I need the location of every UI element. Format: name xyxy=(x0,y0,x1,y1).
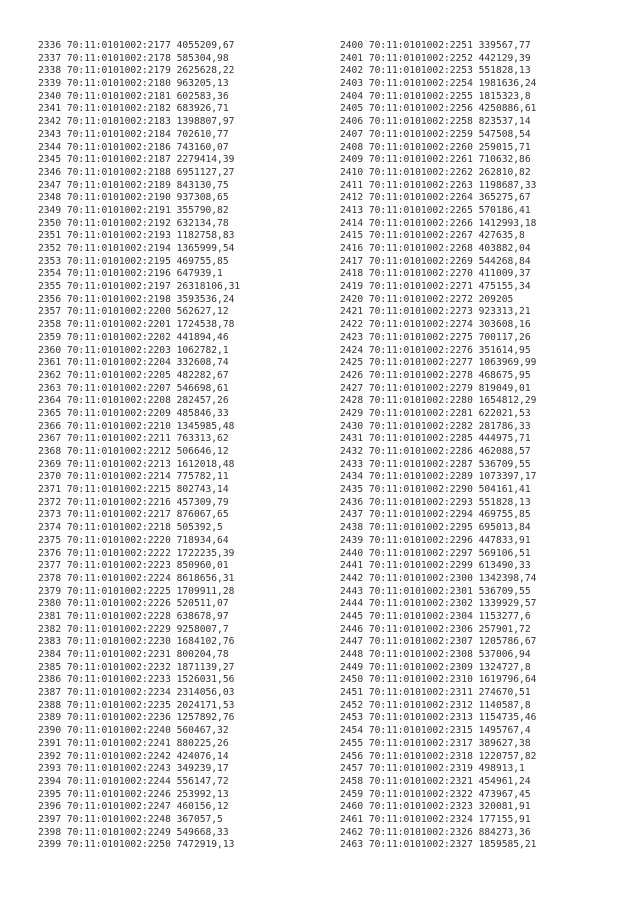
table-row: 2458 70:11:0101002:2321 454961,24 xyxy=(340,775,531,787)
table-row: 2442 70:11:0101002:2300 1342398,74 xyxy=(340,572,537,584)
table-row: 2421 70:11:0101002:2273 923313,21 xyxy=(340,306,531,318)
table-row: 2388 70:11:0101002:2235 2024171,53 xyxy=(38,699,235,711)
table-row: 2350 70:11:0101002:2192 632134,78 xyxy=(38,217,229,229)
table-row: 2448 70:11:0101002:2308 537006,94 xyxy=(340,649,531,660)
table-row: 2342 70:11:0101002:2183 1398807,97 xyxy=(38,116,235,128)
table-row: 2387 70:11:0101002:2234 2314056,03 xyxy=(38,687,235,699)
table-row: 2384 70:11:0101002:2231 800204,78 xyxy=(38,649,229,660)
table-row: 2409 70:11:0101002:2261 710632,86 xyxy=(340,154,531,166)
table-row: 2338 70:11:0101002:2179 2625628,22 xyxy=(38,65,235,77)
table-row: 2361 70:11:0101002:2204 332608,74 xyxy=(38,357,229,369)
table-row: 2413 70:11:0101002:2265 570186,41 xyxy=(340,204,531,216)
table-row: 2367 70:11:0101002:2211 763313,62 xyxy=(38,433,229,445)
table-row: 2386 70:11:0101002:2233 1526031,56 xyxy=(38,674,235,686)
table-row: 2405 70:11:0101002:2256 4250886,61 xyxy=(340,103,537,115)
left-column xyxy=(38,40,240,852)
table-row: 2436 70:11:0101002:2293 551828,13 xyxy=(340,496,531,508)
table-row: 2372 70:11:0101002:2216 457309,79 xyxy=(38,496,229,508)
table-row: 2457 70:11:0101002:2319 498913,1 xyxy=(340,763,525,775)
table-row: 2446 70:11:0101002:2306 257901,72 xyxy=(340,623,531,635)
table-row: 2430 70:11:0101002:2282 281786,33 xyxy=(340,420,531,432)
table-row: 2453 70:11:0101002:2313 1154735,46 xyxy=(340,712,537,724)
right-column xyxy=(340,40,536,852)
table-row: 2391 70:11:0101002:2241 880225,26 xyxy=(38,737,229,749)
table-row: 2432 70:11:0101002:2286 462088,57 xyxy=(340,446,531,457)
table-row: 2398 70:11:0101002:2249 549668,33 xyxy=(38,826,229,838)
table-row: 2358 70:11:0101002:2201 1724538,78 xyxy=(38,319,235,331)
table-row: 2445 70:11:0101002:2304 1153277,6 xyxy=(340,610,531,622)
table-row: 2356 70:11:0101002:2198 3593536,24 xyxy=(38,293,235,305)
table-row: 2336 70:11:0101002:2177 4055209,67 xyxy=(38,40,235,51)
table-row: 2406 70:11:0101002:2258 823537,14 xyxy=(340,116,531,128)
table-row: 2366 70:11:0101002:2210 1345985,48 xyxy=(38,420,235,432)
table-row: 2382 70:11:0101002:2229 9258007,7 xyxy=(38,623,229,635)
table-row: 2364 70:11:0101002:2208 282457,26 xyxy=(38,395,229,407)
table-row: 2392 70:11:0101002:2242 424076,14 xyxy=(38,750,229,762)
table-row: 2389 70:11:0101002:2236 1257892,76 xyxy=(38,712,235,724)
table-row: 2347 70:11:0101002:2189 843130,75 xyxy=(38,179,229,191)
table-row: 2423 70:11:0101002:2275 700117,26 xyxy=(340,331,531,343)
table-row: 2376 70:11:0101002:2222 1722235,39 xyxy=(38,547,235,559)
table-row: 2369 70:11:0101002:2213 1612018,48 xyxy=(38,458,235,470)
table-row: 2449 70:11:0101002:2309 1324727,8 xyxy=(340,661,531,673)
table-row: 2440 70:11:0101002:2297 569106,51 xyxy=(340,547,531,559)
table-row: 2339 70:11:0101002:2180 963205,13 xyxy=(38,78,229,90)
table-row: 2355 70:11:0101002:2197 26318106,31 xyxy=(38,281,241,293)
table-row: 2463 70:11:0101002:2327 1859585,21 xyxy=(340,839,537,851)
table-row: 2390 70:11:0101002:2240 560467,32 xyxy=(38,725,229,737)
table-row: 2404 70:11:0101002:2255 1815323,8 xyxy=(340,90,531,102)
table-row: 2454 70:11:0101002:2315 1495767,4 xyxy=(340,725,531,737)
table-row: 2444 70:11:0101002:2302 1339929,57 xyxy=(340,598,537,610)
table-row: 2341 70:11:0101002:2182 683926,71 xyxy=(38,103,229,115)
table-row: 2439 70:11:0101002:2296 447833,91 xyxy=(340,534,531,546)
table-row: 2435 70:11:0101002:2290 504161,41 xyxy=(340,484,531,496)
table-row: 2354 70:11:0101002:2196 647939,1 xyxy=(38,268,223,280)
table-row: 2450 70:11:0101002:2310 1619796,64 xyxy=(340,674,537,686)
table-row: 2429 70:11:0101002:2281 622021,53 xyxy=(340,407,531,419)
table-row: 2393 70:11:0101002:2243 349239,17 xyxy=(38,763,229,775)
table-row: 2424 70:11:0101002:2276 351614,95 xyxy=(340,344,531,356)
table-row: 2379 70:11:0101002:2225 1709911,28 xyxy=(38,585,235,597)
table-row: 2340 70:11:0101002:2181 602583,36 xyxy=(38,90,229,102)
table-row: 2415 70:11:0101002:2267 427635,8 xyxy=(340,230,525,242)
table-row: 2397 70:11:0101002:2248 367057,5 xyxy=(38,813,223,825)
table-row: 2370 70:11:0101002:2214 775782,11 xyxy=(38,471,229,483)
table-row: 2346 70:11:0101002:2188 6951127,27 xyxy=(38,166,235,178)
table-row: 2385 70:11:0101002:2232 1871139,27 xyxy=(38,661,235,673)
table-row: 2452 70:11:0101002:2312 1140587,8 xyxy=(340,699,531,711)
table-row: 2365 70:11:0101002:2209 485846,33 xyxy=(38,407,229,419)
table-row: 2410 70:11:0101002:2262 262810,82 xyxy=(340,166,531,178)
table-row: 2412 70:11:0101002:2264 365275,67 xyxy=(340,192,531,204)
table-row: 2401 70:11:0101002:2252 442129,39 xyxy=(340,52,531,64)
table-row: 2359 70:11:0101002:2202 441894,46 xyxy=(38,331,229,343)
table-row: 2394 70:11:0101002:2244 556147,72 xyxy=(38,775,229,787)
table-row: 2396 70:11:0101002:2247 460156,12 xyxy=(38,801,229,813)
table-row: 2377 70:11:0101002:2223 850960,01 xyxy=(38,560,229,572)
table-row: 2374 70:11:0101002:2218 505392,5 xyxy=(38,522,223,534)
table-row: 2337 70:11:0101002:2178 585304,98 xyxy=(38,52,229,64)
table-row: 2344 70:11:0101002:2186 743160,07 xyxy=(38,141,229,153)
table-row: 2343 70:11:0101002:2184 702610,77 xyxy=(38,128,229,140)
table-row: 2407 70:11:0101002:2259 547508,54 xyxy=(340,128,531,140)
table-row: 2353 70:11:0101002:2195 469755,85 xyxy=(38,255,229,267)
table-row: 2349 70:11:0101002:2191 355790,82 xyxy=(38,204,229,216)
table-row: 2368 70:11:0101002:2212 506646,12 xyxy=(38,446,229,457)
table-row: 2419 70:11:0101002:2271 475155,34 xyxy=(340,281,531,293)
table-row: 2383 70:11:0101002:2230 1684102,76 xyxy=(38,636,235,648)
table-row: 2402 70:11:0101002:2253 551828,13 xyxy=(340,65,531,77)
table-row: 2380 70:11:0101002:2226 520511,07 xyxy=(38,598,229,610)
table-row: 2434 70:11:0101002:2289 1073397,17 xyxy=(340,471,537,483)
table-row: 2399 70:11:0101002:2250 7472919,13 xyxy=(38,839,235,851)
table-row: 2408 70:11:0101002:2260 259015,71 xyxy=(340,141,531,153)
table-row: 2460 70:11:0101002:2323 320081,91 xyxy=(340,801,531,813)
table-row: 2400 70:11:0101002:2251 339567,77 xyxy=(340,40,531,51)
table-row: 2420 70:11:0101002:2272 209205 xyxy=(340,293,514,305)
table-row: 2362 70:11:0101002:2205 482282,67 xyxy=(38,369,229,381)
table-row: 2447 70:11:0101002:2307 1205786,67 xyxy=(340,636,537,648)
table-row: 2381 70:11:0101002:2228 638678,97 xyxy=(38,610,229,622)
table-row: 2456 70:11:0101002:2318 1220757,82 xyxy=(340,750,537,762)
table-row: 2441 70:11:0101002:2299 613490,33 xyxy=(340,560,531,572)
table-row: 2443 70:11:0101002:2301 536709,55 xyxy=(340,585,531,597)
table-row: 2373 70:11:0101002:2217 876067,65 xyxy=(38,509,229,521)
table-row: 2455 70:11:0101002:2317 389627,38 xyxy=(340,737,531,749)
table-row: 2461 70:11:0101002:2324 177155,91 xyxy=(340,813,531,825)
table-row: 2426 70:11:0101002:2278 468675,95 xyxy=(340,369,531,381)
table-row: 2352 70:11:0101002:2194 1365999,54 xyxy=(38,243,235,254)
table-row: 2360 70:11:0101002:2203 1062782,1 xyxy=(38,344,229,356)
table-row: 2438 70:11:0101002:2295 695013,84 xyxy=(340,522,531,534)
table-row: 2437 70:11:0101002:2294 469755,85 xyxy=(340,509,531,521)
table-row: 2375 70:11:0101002:2220 718934,64 xyxy=(38,534,229,546)
table-row: 2425 70:11:0101002:2277 1063969,99 xyxy=(340,357,537,369)
table-row: 2422 70:11:0101002:2274 303608,16 xyxy=(340,319,531,331)
table-row: 2378 70:11:0101002:2224 8618656,31 xyxy=(38,572,235,584)
table-row: 2431 70:11:0101002:2285 444975,71 xyxy=(340,433,531,445)
table-row: 2433 70:11:0101002:2287 536709,55 xyxy=(340,458,531,470)
table-row: 2348 70:11:0101002:2190 937308,65 xyxy=(38,192,229,204)
table-row: 2451 70:11:0101002:2311 274670,51 xyxy=(340,687,531,699)
table-row: 2418 70:11:0101002:2270 411009,37 xyxy=(340,268,531,280)
table-row: 2462 70:11:0101002:2326 884273,36 xyxy=(340,826,531,838)
table-row: 2459 70:11:0101002:2322 473967,45 xyxy=(340,788,531,800)
table-row: 2357 70:11:0101002:2200 562627,12 xyxy=(38,306,229,318)
table-row: 2411 70:11:0101002:2263 1198687,33 xyxy=(340,179,537,191)
table-row: 2395 70:11:0101002:2246 253992,13 xyxy=(38,788,229,800)
table-row: 2428 70:11:0101002:2280 1654812,29 xyxy=(340,395,537,407)
table-row: 2414 70:11:0101002:2266 1412993,18 xyxy=(340,217,537,229)
table-row: 2363 70:11:0101002:2207 546698,61 xyxy=(38,382,229,394)
table-row: 2417 70:11:0101002:2269 544268,84 xyxy=(340,255,531,267)
table-row: 2345 70:11:0101002:2187 2279414,39 xyxy=(38,154,235,166)
table-row: 2416 70:11:0101002:2268 403882,04 xyxy=(340,243,531,254)
table-row: 2403 70:11:0101002:2254 1981636,24 xyxy=(340,78,537,90)
table-row: 2371 70:11:0101002:2215 802743,14 xyxy=(38,484,229,496)
table-row: 2427 70:11:0101002:2279 819049,01 xyxy=(340,382,531,394)
table-row: 2351 70:11:0101002:2193 1182758,83 xyxy=(38,230,235,242)
